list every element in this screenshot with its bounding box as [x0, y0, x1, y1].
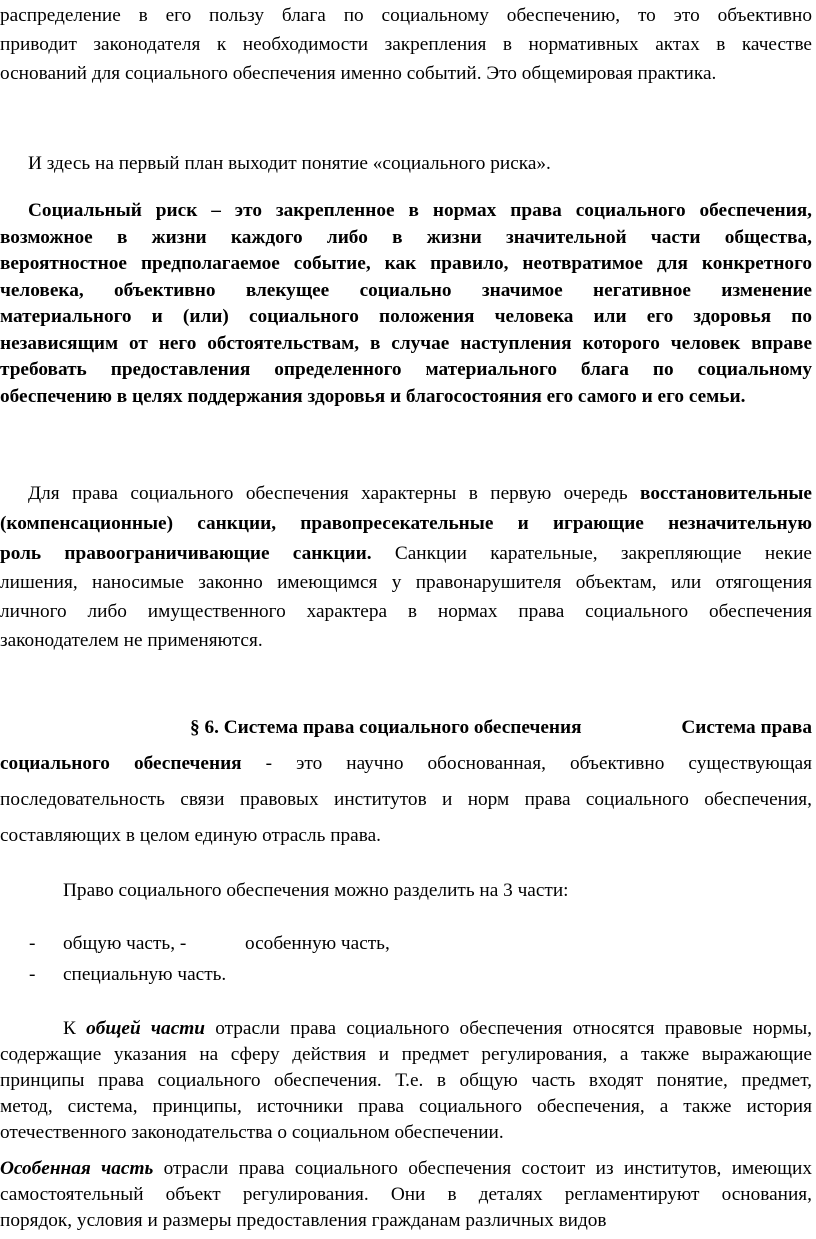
text-line: содержащие указания на сферу действия и предмет регулирования, а также выражающие: [0, 1044, 812, 1065]
list-dash: -: [29, 964, 36, 985]
text-line: метод, система, принципы, источники права социального обеспечения, а также история: [0, 1096, 812, 1117]
section-heading: § 6. Система права социального обеспечения: [190, 717, 582, 738]
text-line: законодателем не применяются.: [0, 630, 263, 651]
text-line: [0, 746, 812, 782]
special-part-term: Особенная часть: [0, 1158, 154, 1179]
text-line: оснований для социального обеспечения именно событий. Это общемировая практика.: [0, 63, 717, 84]
text-line: вероятностное предполагаемое событие, как правило, неотвратимое для конкретного: [0, 253, 812, 274]
special-line-text: отрасли права социального обеспечения состоит из институтов, имеющих: [153, 1158, 812, 1179]
paragraph-social-risk-definition: [0, 198, 812, 410]
paragraph-sanctions: [0, 479, 812, 655]
text-line: приводит законодателя к необходимости закрепления в нормативных актах в качестве: [0, 34, 812, 55]
general-part-term: общей части: [86, 1018, 205, 1039]
paragraph-special-part: [0, 1156, 812, 1234]
section-system: [0, 710, 812, 854]
paragraph-risk-intro: И здесь на первый план выходит понятие «социального риска».: [28, 153, 551, 174]
sanctions-bold-text: роль правоограничивающие санкции.: [0, 543, 372, 564]
text-line: (компенсационные) санкции, правопресекательные и играющие незначительную: [0, 513, 812, 534]
system-term-part1: Система права: [681, 717, 812, 738]
system-term-part2: социального обеспечения: [0, 753, 242, 774]
text-line: независящим от него обстоятельствам, в случае наступления которого человек вправе: [0, 332, 812, 354]
text-line: отечественного законодательства о социальном обеспечении.: [0, 1122, 504, 1143]
sanctions-plain-text: Для права социального обеспечения характерны в первую очередь: [28, 483, 641, 504]
text-line: [0, 479, 812, 509]
list-item-general: общую часть, -: [63, 933, 187, 954]
text-line: [0, 539, 812, 568]
text-line: личного либо имущественного характера в нормах права социального обеспечения: [0, 601, 812, 622]
text-line: материального и (или) социального положения человека или его здоровья по: [0, 306, 812, 327]
sanctions-plain-text: Санкции карательные, закрепляющие некие: [371, 543, 812, 564]
text-line: обеспечению в целях поддержания здоровья и благосостояния его самого и его семьи.: [0, 385, 746, 407]
text-line: лишения, наносимые законно имеющимся у правонарушителя объектам, или отягощения: [0, 572, 812, 593]
paragraph-general-part: [0, 1016, 812, 1146]
list-item-specific: специальную часть.: [63, 964, 227, 985]
text-line: [0, 1016, 812, 1042]
list-item-special: особенную часть,: [245, 933, 390, 954]
parts-intro: Право социального обеспечения можно разделить на 3 части:: [63, 880, 569, 901]
general-line-text: отрасли права социального обеспечения относятся правовые нормы,: [204, 1018, 812, 1039]
text-line: человека, объективно влекущее социально значимое негативное изменение: [0, 279, 812, 301]
text-line: требовать предоставления определенного материального блага по социальному: [0, 359, 812, 380]
text-line: распределение в его пользу блага по социальному обеспечению, то это объективно: [0, 5, 812, 26]
text-line: последовательность связи правовых институтов и норм права социального обеспечения,: [0, 789, 812, 810]
text-line: самостоятельный объект регулирования. Они в деталях регламентируют основания,: [0, 1184, 812, 1205]
text-line: Социальный риск – это закрепленное в нормах права социального обеспечения,: [28, 200, 812, 221]
text-line: принципы права социального обеспечения. Т.е. в общую часть входят понятие, предмет,: [0, 1070, 812, 1091]
general-prefix: К: [63, 1018, 87, 1039]
text-line: порядок, условия и размеры предоставления гражданам различных видов: [0, 1210, 607, 1231]
text-line: возможное в жизни каждого либо в жизни значительной части общества,: [0, 226, 812, 248]
sanctions-bold-text: восстановительные: [640, 483, 812, 504]
system-definition-text: - это научно обоснованная, объективно существующая: [241, 753, 812, 774]
text-line: составляющих в целом единую отрасль права.: [0, 825, 381, 846]
text-line: [0, 710, 812, 746]
text-line: [0, 1156, 812, 1182]
paragraph-top: [0, 1, 812, 88]
list-dash: -: [29, 933, 36, 954]
